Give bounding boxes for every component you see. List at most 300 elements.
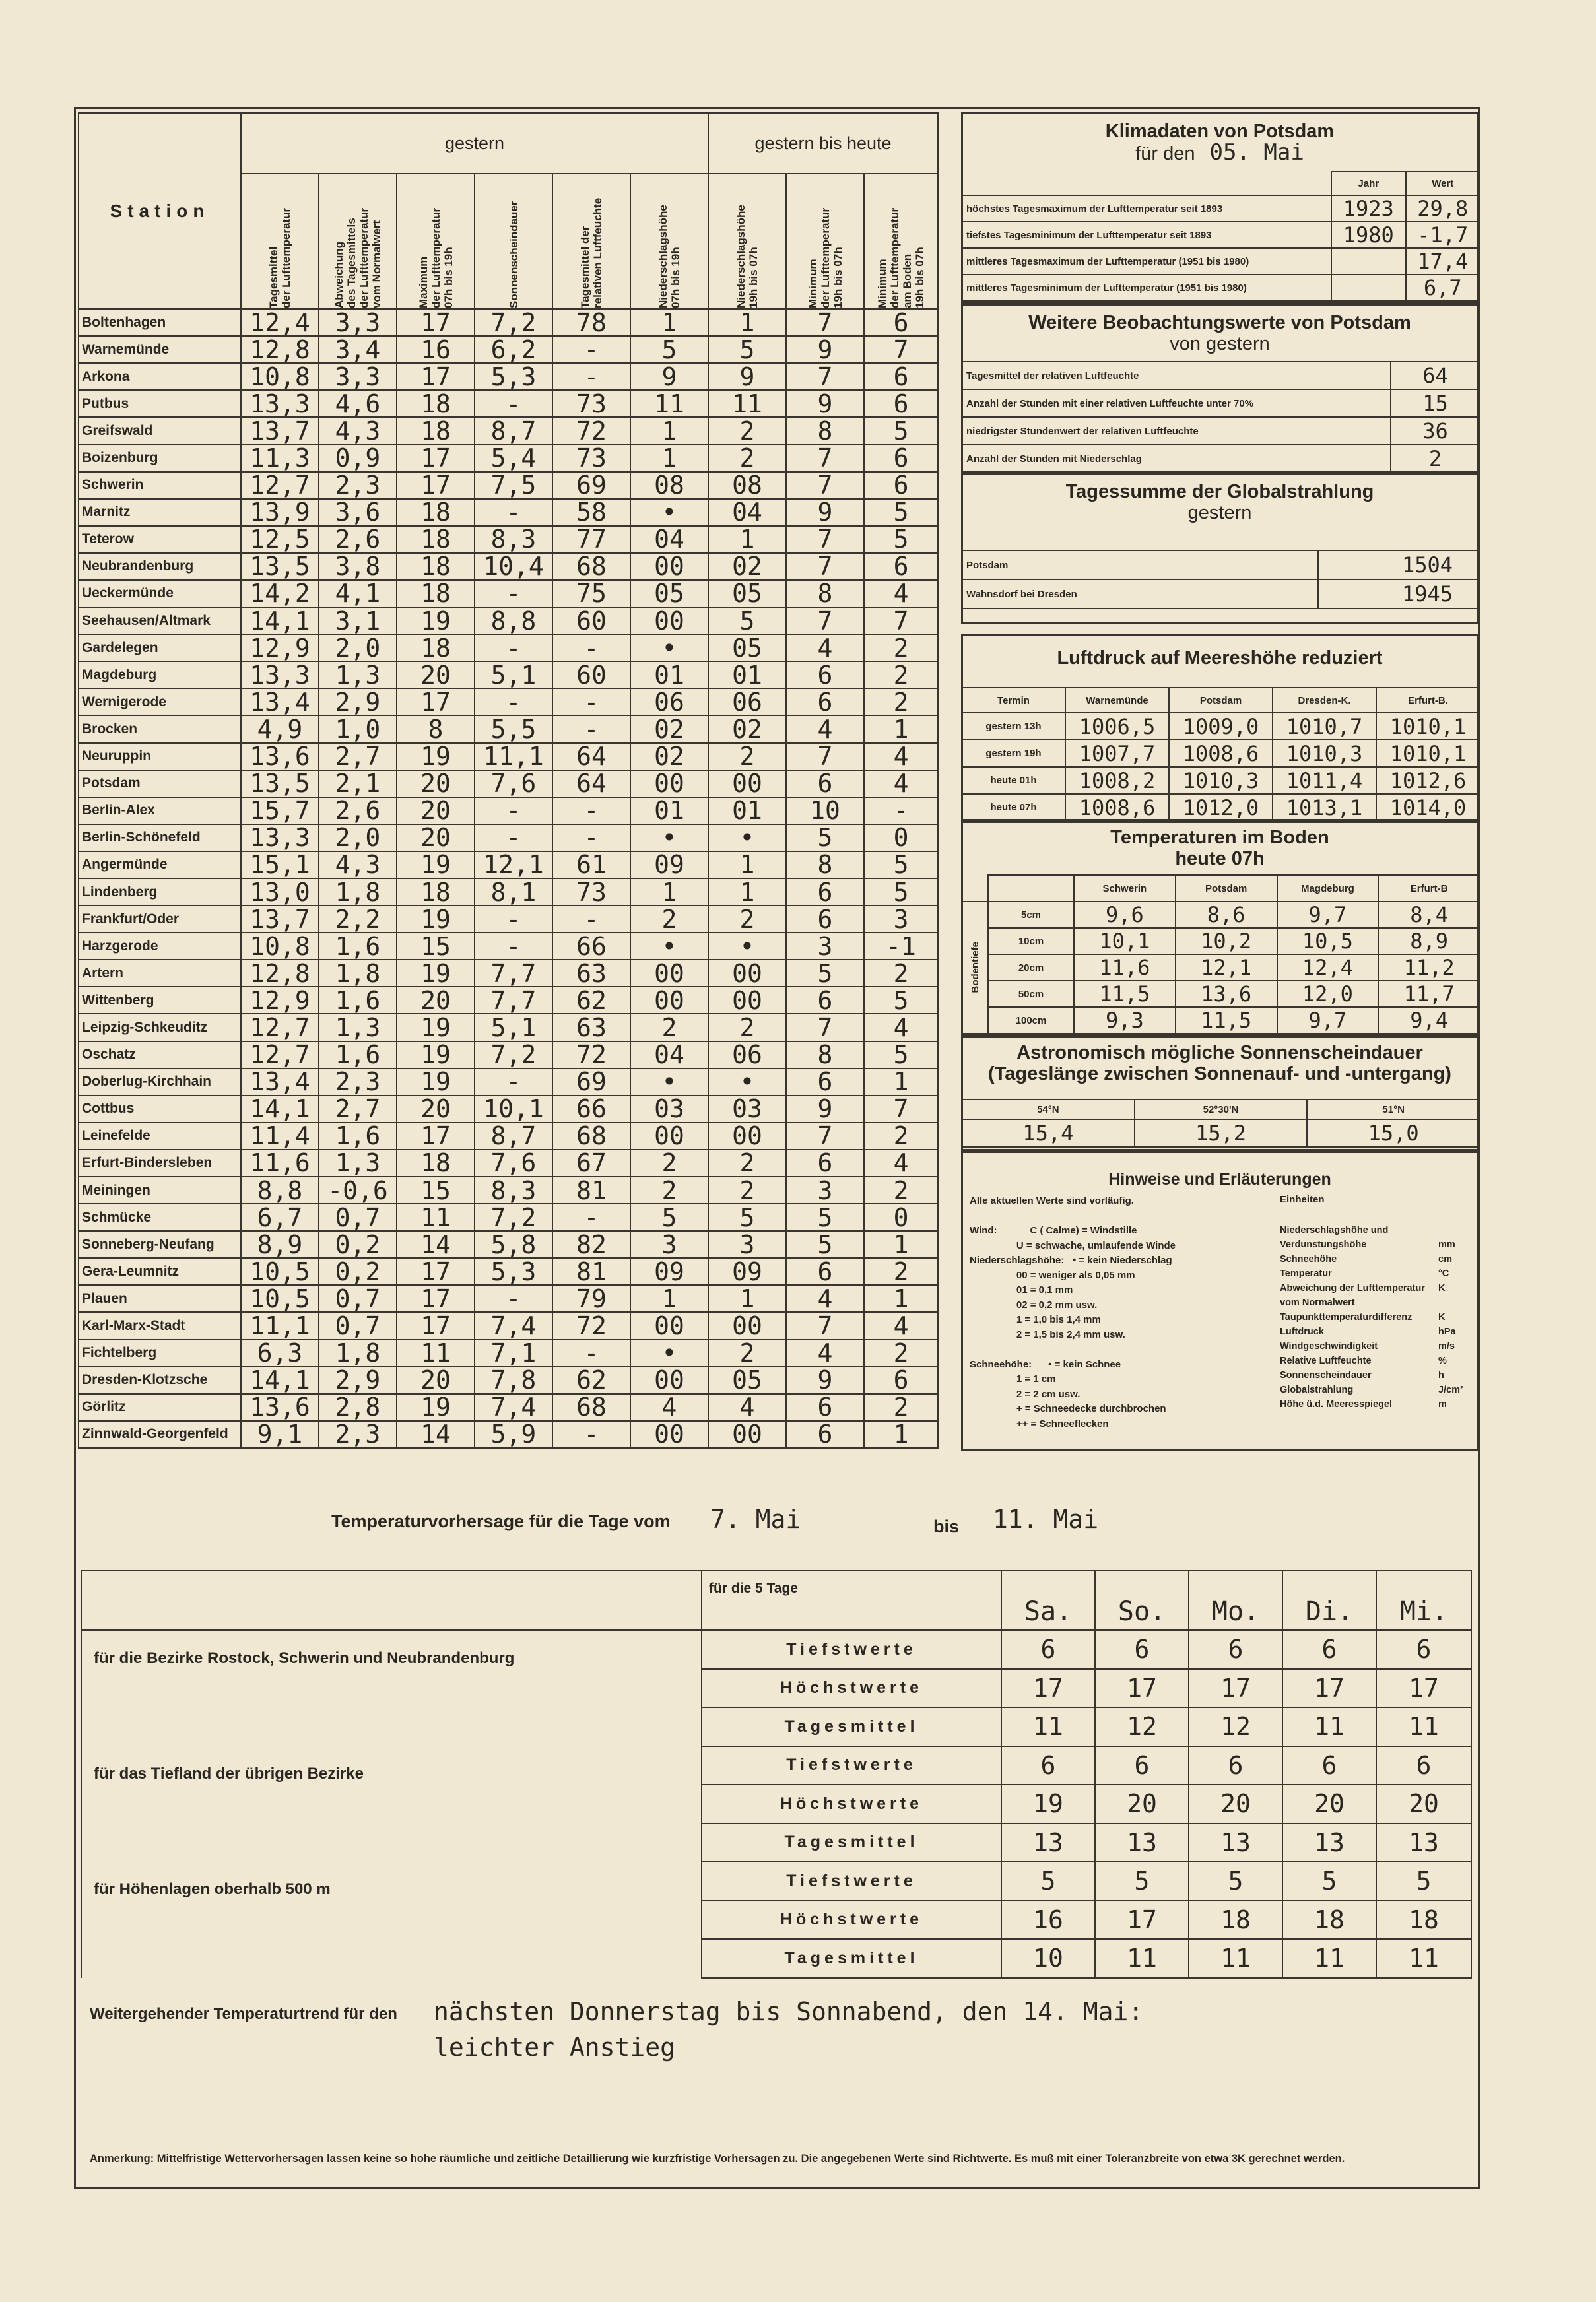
forecast-value: 11 — [1001, 1707, 1095, 1746]
table-row — [79, 444, 938, 471]
unit-symbol: K — [1438, 1312, 1446, 1323]
table-row — [79, 851, 938, 878]
table-cell: 4 — [864, 1014, 938, 1041]
table-cell: 13,9 — [241, 499, 319, 526]
weitere-row-label: niedrigster Stundenwert der relativen Luftfeuchte — [962, 417, 1391, 445]
table-cell: 78 — [552, 309, 630, 336]
hint-line: Alle aktuellen Werte sind vorläufig. — [970, 1195, 1134, 1206]
table-cell: 2,6 — [319, 797, 397, 824]
unit-symbol: hPa — [1438, 1327, 1456, 1337]
forecast-value: 11 — [1282, 1707, 1376, 1746]
table-cell: 19 — [397, 960, 475, 987]
table-cell: 11 — [630, 390, 708, 417]
klima-year-header: Jahr — [1331, 172, 1406, 195]
unit-symbol: K — [1438, 1283, 1446, 1294]
table-cell: 02 — [708, 553, 786, 580]
table-cell: 13,3 — [241, 390, 319, 417]
table-cell: 2 — [708, 444, 786, 471]
table-cell: 15 — [397, 1177, 475, 1204]
table-cell: 5,1 — [475, 661, 552, 688]
forecast-value: 6 — [1189, 1746, 1282, 1785]
station-name: Erfurt-Bindersleben — [79, 1150, 241, 1177]
table-cell: 10,8 — [241, 933, 319, 960]
table-cell: 7,2 — [475, 1204, 552, 1231]
forecast-value: 11 — [1282, 1939, 1376, 1978]
hint-line: 1 = 1 cm — [970, 1373, 1056, 1385]
table-cell: 4 — [630, 1394, 708, 1421]
table-cell: 5 — [864, 878, 938, 905]
pressure-value: 1013,1 — [1273, 794, 1376, 821]
table-cell: - — [552, 688, 630, 715]
table-cell: 11,1 — [241, 1312, 319, 1339]
global-panel — [961, 471, 1479, 624]
table-cell: 01 — [630, 661, 708, 688]
unit-symbol: % — [1438, 1356, 1447, 1366]
table-cell: 12,7 — [241, 472, 319, 499]
station-name: Seehausen/Altmark — [79, 607, 241, 634]
table-cell: 13,6 — [241, 743, 319, 770]
table-cell: 5 — [630, 336, 708, 363]
table-cell: 7,2 — [475, 1041, 552, 1069]
forecast-value: 12 — [1189, 1707, 1282, 1746]
pressure-row — [962, 794, 1480, 821]
unit-symbol: m — [1438, 1399, 1447, 1410]
station-name: Wernigerode — [79, 688, 241, 715]
forecast-label: Höchstwerte — [702, 1785, 1001, 1824]
table-cell: 00 — [630, 1367, 708, 1394]
column-header — [552, 174, 630, 309]
table-cell: 4 — [864, 580, 938, 607]
table-cell: 1,3 — [319, 1150, 397, 1177]
table-cell: 7 — [864, 607, 938, 634]
table-row — [79, 1096, 938, 1123]
table-cell: 3,8 — [319, 553, 397, 580]
table-cell: 2 — [630, 905, 708, 933]
global-row-label: Wahnsdorf bei Dresden — [962, 579, 1318, 608]
table-cell: 4,6 — [319, 390, 397, 417]
table-cell: 20 — [397, 824, 475, 851]
table-cell: 2,3 — [319, 1069, 397, 1096]
table-cell: 19 — [397, 1014, 475, 1041]
hints-left-column — [970, 1194, 1280, 1431]
station-name: Neubrandenburg — [79, 553, 241, 580]
table-cell: 75 — [552, 580, 630, 607]
table-cell: 0,7 — [319, 1204, 397, 1231]
forecast-value: 6 — [1376, 1630, 1471, 1669]
sun-latitude: 54°N — [962, 1100, 1135, 1119]
pressure-value: 1007,7 — [1065, 740, 1169, 767]
table-cell: 67 — [552, 1150, 630, 1177]
table-cell: 6 — [786, 1150, 864, 1177]
pressure-value: 1008,6 — [1065, 794, 1169, 821]
table-cell: 5 — [786, 1231, 864, 1258]
table-cell: 1,3 — [319, 661, 397, 688]
table-cell: 2 — [864, 634, 938, 661]
table-cell: 01 — [708, 797, 786, 824]
table-cell: 5,4 — [475, 444, 552, 471]
station-name: Leipzig-Schkeuditz — [79, 1014, 241, 1041]
global-table — [961, 550, 1480, 609]
table-cell: 8,8 — [241, 1177, 319, 1204]
column-header-label: Minimum der Lufttemperatur 19h bis 07h — [806, 207, 844, 308]
table-cell: 18 — [397, 499, 475, 526]
table-cell: 00 — [630, 607, 708, 634]
table-cell: 2,2 — [319, 905, 397, 933]
pressure-term: heute 01h — [962, 767, 1065, 794]
station-name: Doberlug-Kirchhain — [79, 1069, 241, 1096]
table-cell: 7 — [786, 472, 864, 499]
table-cell: 1,6 — [319, 1041, 397, 1069]
table-cell: 5 — [864, 499, 938, 526]
station-name: Potsdam — [79, 770, 241, 797]
column-header — [864, 174, 938, 309]
station-name: Gardelegen — [79, 634, 241, 661]
table-cell: 00 — [630, 770, 708, 797]
column-header-label: Minimum der Lufttemperatur am Boden 19h bis 07h — [876, 207, 927, 308]
table-cell: 20 — [397, 1096, 475, 1123]
table-cell: 03 — [630, 1096, 708, 1123]
table-cell: 1,8 — [319, 878, 397, 905]
hint-line: 2 = 2 cm usw. — [970, 1388, 1081, 1400]
table-cell: - — [475, 905, 552, 933]
column-header — [708, 174, 786, 309]
global-row-value: 1504 — [1318, 550, 1480, 579]
table-cell: 77 — [552, 526, 630, 553]
table-row — [79, 743, 938, 770]
global-row-label: Potsdam — [962, 550, 1318, 579]
table-cell: 66 — [552, 1096, 630, 1123]
table-cell: 17 — [397, 1258, 475, 1285]
unit-row — [1280, 1397, 1475, 1412]
table-cell: 12,5 — [241, 526, 319, 553]
unit-row — [1280, 1252, 1475, 1266]
table-cell: 19 — [397, 1069, 475, 1096]
table-cell: 3 — [864, 905, 938, 933]
forecast-heading-label: Temperaturvorhersage für die Tage vom — [331, 1511, 671, 1531]
forecast-region: für die Bezirke Rostock, Schwerin und Neubrandenburg — [81, 1630, 702, 1746]
forecast-value: 18 — [1376, 1901, 1471, 1940]
soil-row — [962, 1007, 1480, 1034]
pressure-column-header: Potsdam — [1169, 688, 1273, 713]
forecast-value: 20 — [1282, 1785, 1376, 1824]
klima-subtitle — [963, 139, 1477, 166]
soil-title: Temperaturen im Boden — [1110, 827, 1329, 848]
table-cell: 6 — [786, 1421, 864, 1448]
table-cell: - — [475, 797, 552, 824]
soil-value: 8,4 — [1378, 902, 1480, 928]
unit-label: Abweichung der Lufttemperatur vom Normalwert — [1280, 1283, 1425, 1308]
forecast-region: für Höhenlagen oberhalb 500 m — [81, 1862, 702, 1978]
table-cell: 64 — [552, 770, 630, 797]
table-cell: 58 — [552, 499, 630, 526]
table-cell: 7 — [786, 1123, 864, 1150]
table-row — [79, 580, 938, 607]
table-cell: 2,3 — [319, 472, 397, 499]
soil-value: 9,7 — [1277, 902, 1379, 928]
station-name: Karl-Marx-Stadt — [79, 1312, 241, 1339]
table-cell: 1,8 — [319, 960, 397, 987]
soil-depth: 50cm — [988, 981, 1074, 1007]
table-cell: 11 — [397, 1204, 475, 1231]
table-cell: 6 — [786, 878, 864, 905]
table-cell: 19 — [397, 851, 475, 878]
unit-row — [1280, 1339, 1475, 1354]
table-cell: 7,4 — [475, 1312, 552, 1339]
table-cell: - — [552, 336, 630, 363]
table-cell: 6 — [864, 1367, 938, 1394]
table-row — [79, 905, 938, 933]
table-cell: 12,7 — [241, 1041, 319, 1069]
table-cell: 17 — [397, 1123, 475, 1150]
klima-row-year: 1923 — [1331, 195, 1406, 222]
table-row — [79, 553, 938, 580]
table-cell: 2 — [630, 1177, 708, 1204]
table-cell: 20 — [397, 1367, 475, 1394]
station-name: Angermünde — [79, 851, 241, 878]
table-cell: 2 — [864, 960, 938, 987]
weitere-row-value: 36 — [1391, 417, 1480, 445]
table-cell: 1,6 — [319, 987, 397, 1014]
table-cell: 20 — [397, 987, 475, 1014]
table-cell: 3,1 — [319, 607, 397, 634]
pressure-row — [962, 740, 1480, 767]
table-row — [79, 1069, 938, 1096]
hint-line: 1 = 1,0 bis 1,4 mm — [970, 1314, 1101, 1325]
table-cell: 68 — [552, 1394, 630, 1421]
soil-value: 9,7 — [1277, 1007, 1379, 1034]
forecast-value: 6 — [1095, 1630, 1189, 1669]
table-cell: 08 — [708, 472, 786, 499]
forecast-label: Tiefstwerte — [702, 1746, 1001, 1785]
unit-label: Verdunstungshöhe — [1280, 1239, 1367, 1250]
table-cell: - — [552, 824, 630, 851]
table-cell: 11,3 — [241, 444, 319, 471]
table-cell: 00 — [630, 1123, 708, 1150]
station-name: Wittenberg — [79, 987, 241, 1014]
group-header-yesterday: gestern — [241, 113, 708, 174]
station-name: Arkona — [79, 363, 241, 390]
table-cell: 6 — [864, 444, 938, 471]
klima-row-label: höchstes Tagesmaximum der Lufttemperatur seit 1893 — [962, 195, 1331, 222]
table-cell: 4 — [786, 715, 864, 742]
sun-subtitle: (Tageslänge zwischen Sonnenauf- und -untergang) — [988, 1063, 1451, 1084]
pressure-value: 1009,0 — [1169, 713, 1273, 740]
klima-value-header: Wert — [1406, 172, 1480, 195]
station-name: Gera-Leumnitz — [79, 1258, 241, 1285]
forecast-label: Tagesmittel — [702, 1707, 1001, 1746]
sun-value: 15,0 — [1307, 1119, 1480, 1147]
table-cell: - — [864, 797, 938, 824]
table-cell: 17 — [397, 1312, 475, 1339]
station-name: Schwerin — [79, 472, 241, 499]
table-row — [79, 1231, 938, 1258]
soil-value: 11,5 — [1074, 981, 1176, 1007]
soil-depth: 10cm — [988, 928, 1074, 954]
forecast-value: 17 — [1095, 1669, 1189, 1708]
forecast-row — [81, 1862, 1471, 1901]
sun-value: 15,2 — [1135, 1119, 1308, 1147]
forecast-row — [81, 1630, 1471, 1669]
pressure-title: Luftdruck auf Meereshöhe reduziert — [1057, 647, 1383, 669]
soil-value: 9,3 — [1074, 1007, 1176, 1034]
table-cell: 09 — [630, 1258, 708, 1285]
table-cell: 8,8 — [475, 607, 552, 634]
unit-symbol: °C — [1438, 1268, 1449, 1279]
table-cell: 1 — [630, 417, 708, 444]
column-header — [786, 174, 864, 309]
table-cell: 2 — [864, 1123, 938, 1150]
forecast-value: 18 — [1189, 1901, 1282, 1940]
table-cell: 00 — [708, 987, 786, 1014]
table-cell: 0,7 — [319, 1312, 397, 1339]
global-subtitle: gestern — [1187, 502, 1252, 523]
soil-side-text: Bodentiefe — [969, 942, 981, 993]
table-cell: 1 — [708, 309, 786, 336]
forecast-value: 6 — [1189, 1630, 1282, 1669]
table-cell: 02 — [630, 715, 708, 742]
forecast-value: 20 — [1095, 1785, 1189, 1824]
station-name: Putbus — [79, 390, 241, 417]
table-cell: 2 — [630, 1150, 708, 1177]
forecast-day: Mi. — [1376, 1571, 1471, 1630]
klima-row-label: mittleres Tagesminimum der Lufttemperatur (1951 bis 1980) — [962, 275, 1331, 301]
table-cell: 0,9 — [319, 444, 397, 471]
column-header — [630, 174, 708, 309]
unit-row — [1280, 1368, 1475, 1383]
table-cell: 0 — [864, 824, 938, 851]
table-cell: 1 — [864, 1231, 938, 1258]
table-cell: 00 — [708, 1421, 786, 1448]
klima-row-value: -1,7 — [1406, 222, 1480, 248]
table-cell: 11,4 — [241, 1123, 319, 1150]
station-name: Cottbus — [79, 1096, 241, 1123]
pressure-column-header: Warnemünde — [1065, 688, 1169, 713]
forecast-value: 16 — [1001, 1901, 1095, 1940]
table-cell: 7 — [786, 607, 864, 634]
table-cell: 12,8 — [241, 336, 319, 363]
table-cell: 7,5 — [475, 472, 552, 499]
sun-lat-row — [962, 1100, 1480, 1119]
sun-value: 15,4 — [962, 1119, 1135, 1147]
table-cell: 7 — [786, 526, 864, 553]
table-row — [79, 1285, 938, 1312]
table-cell: - — [552, 715, 630, 742]
forecast-value: 11 — [1189, 1939, 1282, 1978]
forecast-value: 5 — [1282, 1862, 1376, 1901]
station-name: Warnemünde — [79, 336, 241, 363]
table-cell: 60 — [552, 661, 630, 688]
table-cell: 02 — [708, 715, 786, 742]
table-cell: 19 — [397, 1041, 475, 1069]
table-cell: - — [552, 634, 630, 661]
hints-panel — [961, 1151, 1479, 1451]
table-cell: 5 — [786, 824, 864, 851]
table-cell: 08 — [630, 472, 708, 499]
table-cell: 20 — [397, 797, 475, 824]
forecast-to: 11. Mai — [993, 1505, 1099, 1534]
hints-units-column — [1280, 1223, 1475, 1412]
table-cell: 3,3 — [319, 363, 397, 390]
soil-table — [961, 874, 1480, 1034]
unit-row — [1280, 1223, 1475, 1237]
table-cell: 1,3 — [319, 1014, 397, 1041]
forecast-corner — [81, 1571, 702, 1630]
soil-value: 11,6 — [1074, 954, 1176, 981]
hint-line: Niederschlagshöhe: • = kein Niederschlag — [970, 1255, 1172, 1266]
pressure-value: 1010,7 — [1273, 713, 1376, 740]
unit-symbol: h — [1438, 1370, 1444, 1381]
table-row — [79, 1421, 938, 1448]
table-cell: 00 — [630, 553, 708, 580]
column-header-label: Niederschlagshöhe 19h bis 07h — [735, 205, 760, 308]
pressure-value: 1011,4 — [1273, 767, 1376, 794]
table-row — [79, 634, 938, 661]
table-cell: 6,3 — [241, 1340, 319, 1367]
table-cell: 2 — [708, 417, 786, 444]
hint-line: + = Schneedecke durchbrochen — [970, 1403, 1166, 1414]
table-cell: 5 — [864, 526, 938, 553]
table-row — [79, 363, 938, 390]
station-name: Brocken — [79, 715, 241, 742]
table-cell: 2,9 — [319, 1367, 397, 1394]
table-cell: 13,3 — [241, 661, 319, 688]
table-cell: - — [475, 1285, 552, 1312]
table-cell: 6 — [786, 905, 864, 933]
table-cell: 0,2 — [319, 1258, 397, 1285]
table-cell: -1 — [864, 933, 938, 960]
table-cell: - — [552, 797, 630, 824]
table-cell: 13,7 — [241, 905, 319, 933]
table-row — [79, 1177, 938, 1204]
soil-subtitle: heute 07h — [1175, 848, 1265, 869]
table-cell: 7 — [786, 1014, 864, 1041]
table-cell: 05 — [708, 1367, 786, 1394]
table-cell: 8,1 — [475, 878, 552, 905]
table-cell: 8,3 — [475, 526, 552, 553]
table-cell: - — [552, 905, 630, 933]
table-cell: 06 — [708, 688, 786, 715]
table-cell: 14,1 — [241, 607, 319, 634]
table-cell: - — [475, 1069, 552, 1096]
table-cell: 5,3 — [475, 1258, 552, 1285]
table-row — [79, 1394, 938, 1421]
table-cell: 12,9 — [241, 987, 319, 1014]
table-cell: 15,7 — [241, 797, 319, 824]
station-name: Berlin-Alex — [79, 797, 241, 824]
table-row — [79, 688, 938, 715]
forecast-value: 19 — [1001, 1785, 1095, 1824]
forecast-value: 6 — [1376, 1746, 1471, 1785]
table-cell: 1 — [708, 878, 786, 905]
klima-subtitle-prefix: für den — [1135, 143, 1195, 164]
pressure-table — [961, 687, 1480, 822]
table-cell: 2 — [708, 743, 786, 770]
table-cell: 18 — [397, 1150, 475, 1177]
pressure-value: 1014,0 — [1376, 794, 1480, 821]
table-cell: 12,1 — [475, 851, 552, 878]
hint-line: Schneehöhe: • = kein Schnee — [970, 1358, 1121, 1370]
weitere-row-value: 2 — [1391, 445, 1480, 473]
forecast-from: 7. Mai — [710, 1505, 801, 1534]
unit-label: Höhe ü.d. Meeresspiegel — [1280, 1399, 1393, 1410]
table-cell: 0 — [864, 1204, 938, 1231]
table-cell: 69 — [552, 1069, 630, 1096]
unit-label: Taupunkttemperaturdifferenz — [1280, 1312, 1413, 1323]
table-cell: 19 — [397, 905, 475, 933]
pressure-value: 1012,0 — [1169, 794, 1273, 821]
station-name: Dresden-Klotzsche — [79, 1367, 241, 1394]
table-cell: 0,7 — [319, 1285, 397, 1312]
